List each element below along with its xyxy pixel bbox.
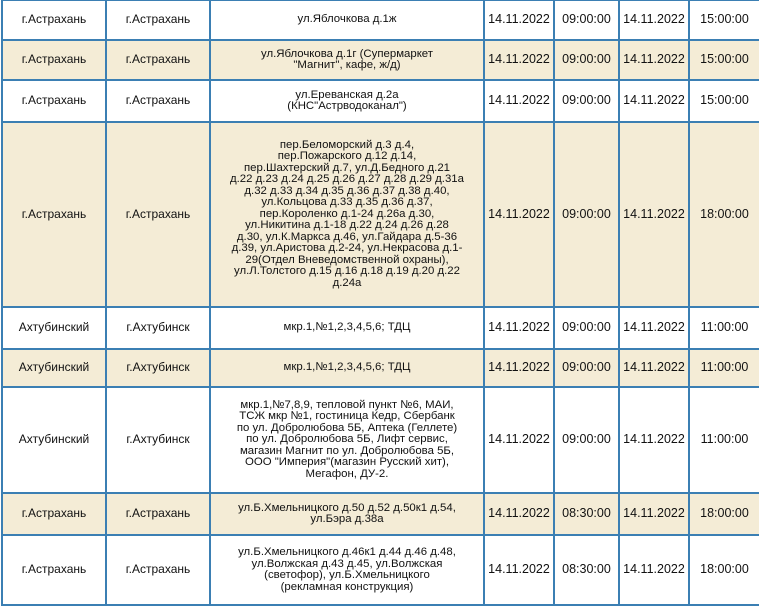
address-line: д.22 д.23 д.24 д.25 д.26 д.27 д.28 д.29 д.31а bbox=[230, 173, 464, 186]
start-time-cell: 09:00:00 bbox=[554, 0, 619, 40]
district-cell: Ахтубинский bbox=[2, 387, 106, 493]
end-time-cell: 15:00:00 bbox=[689, 80, 759, 122]
district-cell: г.Астрахань bbox=[2, 40, 106, 80]
address-cell bbox=[210, 307, 484, 349]
address-line: по ул. Добролюбова 5Б, Аптека (Геллете) bbox=[236, 421, 458, 434]
address-line: пер.Шахтерский д.7, ул.Д.Бедного д.21 bbox=[244, 161, 450, 174]
end-date-cell: 14.11.2022 bbox=[619, 349, 689, 387]
address-line: д.32 д.33 д.34 д.35 д.36 д.37 д.38 д.40, bbox=[244, 184, 450, 197]
address-line: ООО "Империя"(магазин Русский хит), bbox=[245, 456, 449, 469]
end-date-cell: 14.11.2022 bbox=[619, 122, 689, 307]
address-line: магазин Магнит по ул. Добролюбова 5Б, bbox=[239, 444, 455, 457]
district-cell: Ахтубинский bbox=[2, 307, 106, 349]
address-line: ул.Бэра д.38а bbox=[310, 513, 384, 525]
table-body bbox=[2, 0, 759, 605]
address-line: ул.Яблочкова д.1г (Супермаркет bbox=[261, 47, 433, 60]
city-cell: г.Астрахань bbox=[106, 40, 210, 80]
city-cell: г.Астрахань bbox=[106, 122, 210, 307]
start-date-cell: 14.11.2022 bbox=[484, 535, 554, 605]
district-cell: г.Астрахань bbox=[2, 122, 106, 307]
address-line: д.24а bbox=[332, 276, 362, 289]
end-date-cell: 14.11.2022 bbox=[619, 307, 689, 349]
start-date-cell: 14.11.2022 bbox=[484, 307, 554, 349]
end-time-cell: 18:00:00 bbox=[689, 493, 759, 535]
city-cell: г.Ахтубинск bbox=[106, 307, 210, 349]
address-line: ул.Яблочкова д.1ж bbox=[297, 13, 397, 26]
district-cell: г.Астрахань bbox=[2, 80, 106, 122]
end-time-cell: 11:00:00 bbox=[689, 349, 759, 387]
address-line: пер.Беломорский д.3 д.4, bbox=[279, 138, 415, 151]
address-line: д.30, ул.К.Маркса д.46, ул.Гайдара д.5-36 bbox=[236, 230, 458, 243]
start-date-cell: 14.11.2022 bbox=[484, 122, 554, 307]
district-cell: г.Астрахань bbox=[2, 493, 106, 535]
start-time-cell: 09:00:00 bbox=[554, 40, 619, 80]
table-row bbox=[2, 493, 759, 535]
address-cell bbox=[210, 387, 484, 493]
address-line: Мегафон, ДУ-2. bbox=[305, 467, 389, 480]
table-row bbox=[2, 122, 759, 307]
end-time-cell: 15:00:00 bbox=[689, 0, 759, 40]
table-row bbox=[2, 349, 759, 387]
start-date-cell: 14.11.2022 bbox=[484, 387, 554, 493]
table-row bbox=[2, 535, 759, 605]
city-cell: г.Астрахань bbox=[106, 80, 210, 122]
start-time-cell: 09:00:00 bbox=[554, 387, 619, 493]
address-line: ул.Б.Хмельницкого д.50 д.52 д.50к1 д.54, bbox=[238, 501, 456, 514]
address-line: 29(Отдел Вневедомственной охраны), bbox=[245, 253, 449, 266]
table-row bbox=[2, 307, 759, 349]
address-line: ул.Ереванская д.2а bbox=[295, 88, 399, 101]
district-cell: г.Астрахань bbox=[2, 535, 106, 605]
city-cell: г.Астрахань bbox=[106, 0, 210, 40]
address-cell bbox=[210, 349, 484, 387]
outage-schedule-table bbox=[1, 0, 759, 606]
end-time-cell: 15:00:00 bbox=[689, 40, 759, 80]
address-line: (рекламная конструкция) bbox=[280, 580, 414, 593]
address-line: пер.Короленко д.1-24 д.26а д.30, bbox=[259, 207, 435, 220]
table-row bbox=[2, 0, 759, 40]
address-line: (КНС"Астрводоканал") bbox=[287, 100, 407, 112]
start-time-cell: 08:30:00 bbox=[554, 535, 619, 605]
table-row bbox=[2, 387, 759, 493]
district-cell: Ахтубинский bbox=[2, 349, 106, 387]
address-line: мкр.1,№7,8,9, тепловой пункт №6, МАИ, bbox=[240, 398, 454, 411]
end-date-cell: 14.11.2022 bbox=[619, 40, 689, 80]
start-time-cell: 08:30:00 bbox=[554, 493, 619, 535]
address-cell bbox=[210, 0, 484, 40]
end-date-cell: 14.11.2022 bbox=[619, 80, 689, 122]
end-time-cell: 11:00:00 bbox=[689, 307, 759, 349]
start-date-cell: 14.11.2022 bbox=[484, 80, 554, 122]
address-line: мкр.1,№1,2,3,4,5,6; ТДЦ bbox=[283, 321, 411, 334]
address-line: мкр.1,№1,2,3,4,5,6; ТДЦ bbox=[283, 361, 411, 374]
city-cell: г.Ахтубинск bbox=[106, 387, 210, 493]
city-cell: г.Ахтубинск bbox=[106, 349, 210, 387]
address-line: пер.Пожарского д.12 д.14, bbox=[277, 150, 417, 163]
table-row bbox=[2, 40, 759, 80]
start-date-cell: 14.11.2022 bbox=[484, 0, 554, 40]
end-date-cell: 14.11.2022 bbox=[619, 493, 689, 535]
start-date-cell: 14.11.2022 bbox=[484, 40, 554, 80]
start-time-cell: 09:00:00 bbox=[554, 349, 619, 387]
address-cell bbox=[210, 535, 484, 605]
address-cell bbox=[210, 493, 484, 535]
address-line: ул.Никитина д.1-18 д.22 д.24 д.26 д.28 bbox=[245, 219, 449, 232]
address-line: ул.Волжская д.43 д.45, ул.Волжская bbox=[251, 557, 443, 570]
end-time-cell: 18:00:00 bbox=[689, 122, 759, 307]
address-line: ул.Кольцова д.33 д.35 д.36 д.37, bbox=[261, 196, 433, 209]
address-line: ул.Л.Толстого д.15 д.16 д.18 д.19 д.20 д.22 bbox=[234, 265, 460, 278]
start-time-cell: 09:00:00 bbox=[554, 122, 619, 307]
address-line: ул.Б.Хмельницкого д.46к1 д.44 д.46 д.48, bbox=[238, 546, 456, 558]
city-cell: г.Астрахань bbox=[106, 493, 210, 535]
address-line: (светофор), ул.Б.Хмельницкого bbox=[264, 569, 430, 581]
end-time-cell: 11:00:00 bbox=[689, 387, 759, 493]
address-line: ТСЖ мкр №1, гостиница Кедр, Сбербанк bbox=[239, 410, 455, 423]
end-date-cell: 14.11.2022 bbox=[619, 387, 689, 493]
address-line: "Магнит", кафе, ж/д) bbox=[293, 59, 401, 71]
address-line: по ул. Добролюбова 5Б, Лифт сервис, bbox=[246, 433, 448, 446]
table-row bbox=[2, 80, 759, 122]
city-cell: г.Астрахань bbox=[106, 535, 210, 605]
address-line: д.39, ул.Аристова д.2-24, ул.Некрасова д.1- bbox=[231, 242, 463, 255]
start-time-cell: 09:00:00 bbox=[554, 80, 619, 122]
end-time-cell: 18:00:00 bbox=[689, 535, 759, 605]
address-cell bbox=[210, 80, 484, 122]
district-cell: г.Астрахань bbox=[2, 0, 106, 40]
end-date-cell: 14.11.2022 bbox=[619, 535, 689, 605]
start-time-cell: 09:00:00 bbox=[554, 307, 619, 349]
start-date-cell: 14.11.2022 bbox=[484, 349, 554, 387]
end-date-cell: 14.11.2022 bbox=[619, 0, 689, 40]
address-cell bbox=[210, 122, 484, 307]
start-date-cell: 14.11.2022 bbox=[484, 493, 554, 535]
address-cell bbox=[210, 40, 484, 80]
